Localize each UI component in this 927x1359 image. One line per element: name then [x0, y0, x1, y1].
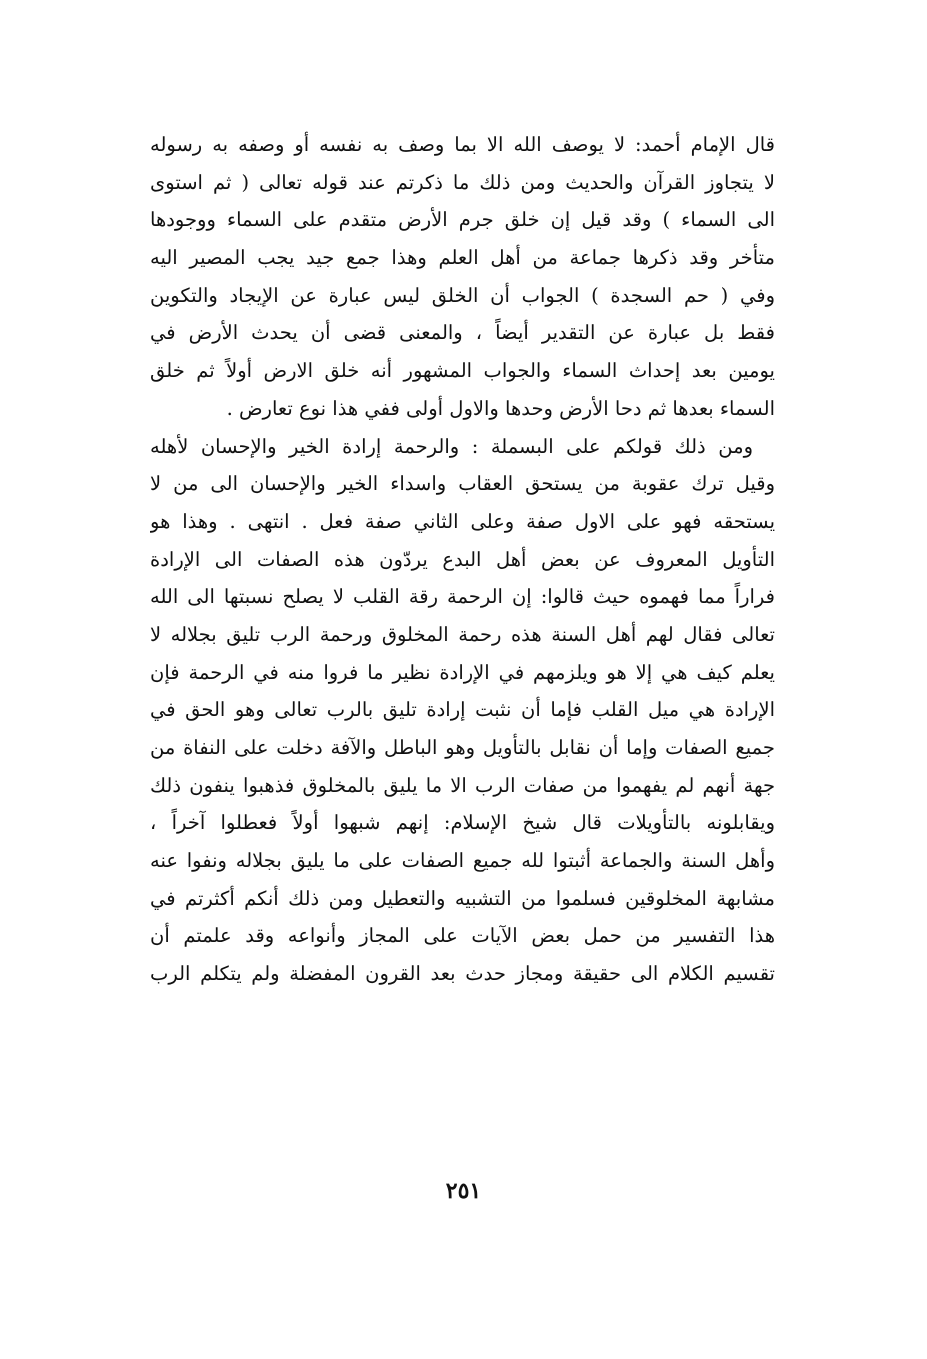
text-line: التأويل المعروف عن بعض أهل البدع يردّون هذه الصفات الى الإرادة	[150, 547, 775, 571]
paragraph-start-line: ومن ذلك قولكم على البسملة : والرحمة إرادة الخير والإحسان لأهله	[150, 434, 753, 458]
text-line: يومين بعد إحداث السماء والجواب المشهور أنه خلق الارض أولاً ثم خلق	[150, 359, 775, 383]
text-line: فقط بل عبارة عن التقدير أيضاً ، والمعنى قضى أن يحدث الأرض في	[150, 321, 775, 345]
text-line: لا يتجاوز القرآن والحديث ومن ذلك ما ذكرتم عند قوله تعالى ( ثم استوى	[150, 170, 775, 194]
text-line: السماء بعدها ثم دحا الأرض وحدها والاول أولى ففي هذا نوع تعارض .	[226, 396, 775, 420]
text-line: قال الإمام أحمد: لا يوصف الله الا بما وصف به نفسه أو وصفه به رسوله	[150, 133, 775, 156]
text-line: مشابهة المخلوقين فسلموا من التشبيه والتعطيل ومن ذلك أنكم أكثرتم في	[150, 886, 775, 910]
text-line: فراراً مما فهموه حيث قالوا: إن الرحمة رقة القلب لا يصلح نسبتها الى الله	[150, 585, 775, 609]
text-line: الإرادة هي ميل القلب فإما أن نثبت إرادة تليق بالرب تعالى وهو الحق في	[150, 698, 775, 722]
text-line: وأهل السنة والجماعة أثبتوا لله جميع الصفات على ما يليق بجلاله ونفوا عنه	[150, 849, 775, 873]
text-line: وقيل ترك عقوبة من يستحق العقاب واسداء الخير والإحسان الى من لا	[150, 472, 775, 496]
text-line: متأخر وقد ذكرها جماعة من أهل العلم وهذا جمع جيد يجب المصير اليه	[150, 246, 775, 270]
text-line: يستحقه فهو على الاول صفة وعلى الثاني صفة فعل . انتهى . وهذا هو	[150, 509, 775, 533]
page-body-text	[150, 126, 775, 993]
text-line: وفي ( حم السجدة ) الجواب أن الخلق ليس عبارة عن الإيجاد والتكوين	[150, 283, 775, 307]
page-number: ٢٥١	[445, 1178, 482, 1204]
text-line: الى السماء ) وقد قيل إن خلق جرم الأرض متقدم على السماء ووجودها	[150, 208, 775, 232]
text-line: جميع الصفات وإما أن نقابل بالتأويل وهو الباطل والآفة دخلت على النفاة من	[150, 736, 775, 759]
text-line: هذا التفسير من حمل بعض الآيات على المجاز وأنواعه وقد علمتم أن	[150, 924, 775, 948]
text-line: جهة أنهم لم يفهموا من صفات الرب الا ما يليق بالمخلوق فذهبوا ينفون ذلك	[150, 773, 775, 797]
text-line: يعلم كيف هي إلا هو ويلزمهم في الإرادة نظير ما فروا منه في الرحمة فإن	[150, 660, 775, 684]
text-line: تقسيم الكلام الى حقيقة ومجاز حدث بعد القرون المفضلة ولم يتكلم الرب	[150, 962, 775, 986]
text-line: ويقابلونه بالتأويلات قال شيخ الإسلام: إنهم شبهوا أولاً فعطلوا آخراً ،	[150, 811, 775, 835]
text-line: تعالى فقال لهم أهل السنة هذه رحمة المخلوق ورحمة الرب تليق بجلاله لا	[150, 622, 775, 646]
